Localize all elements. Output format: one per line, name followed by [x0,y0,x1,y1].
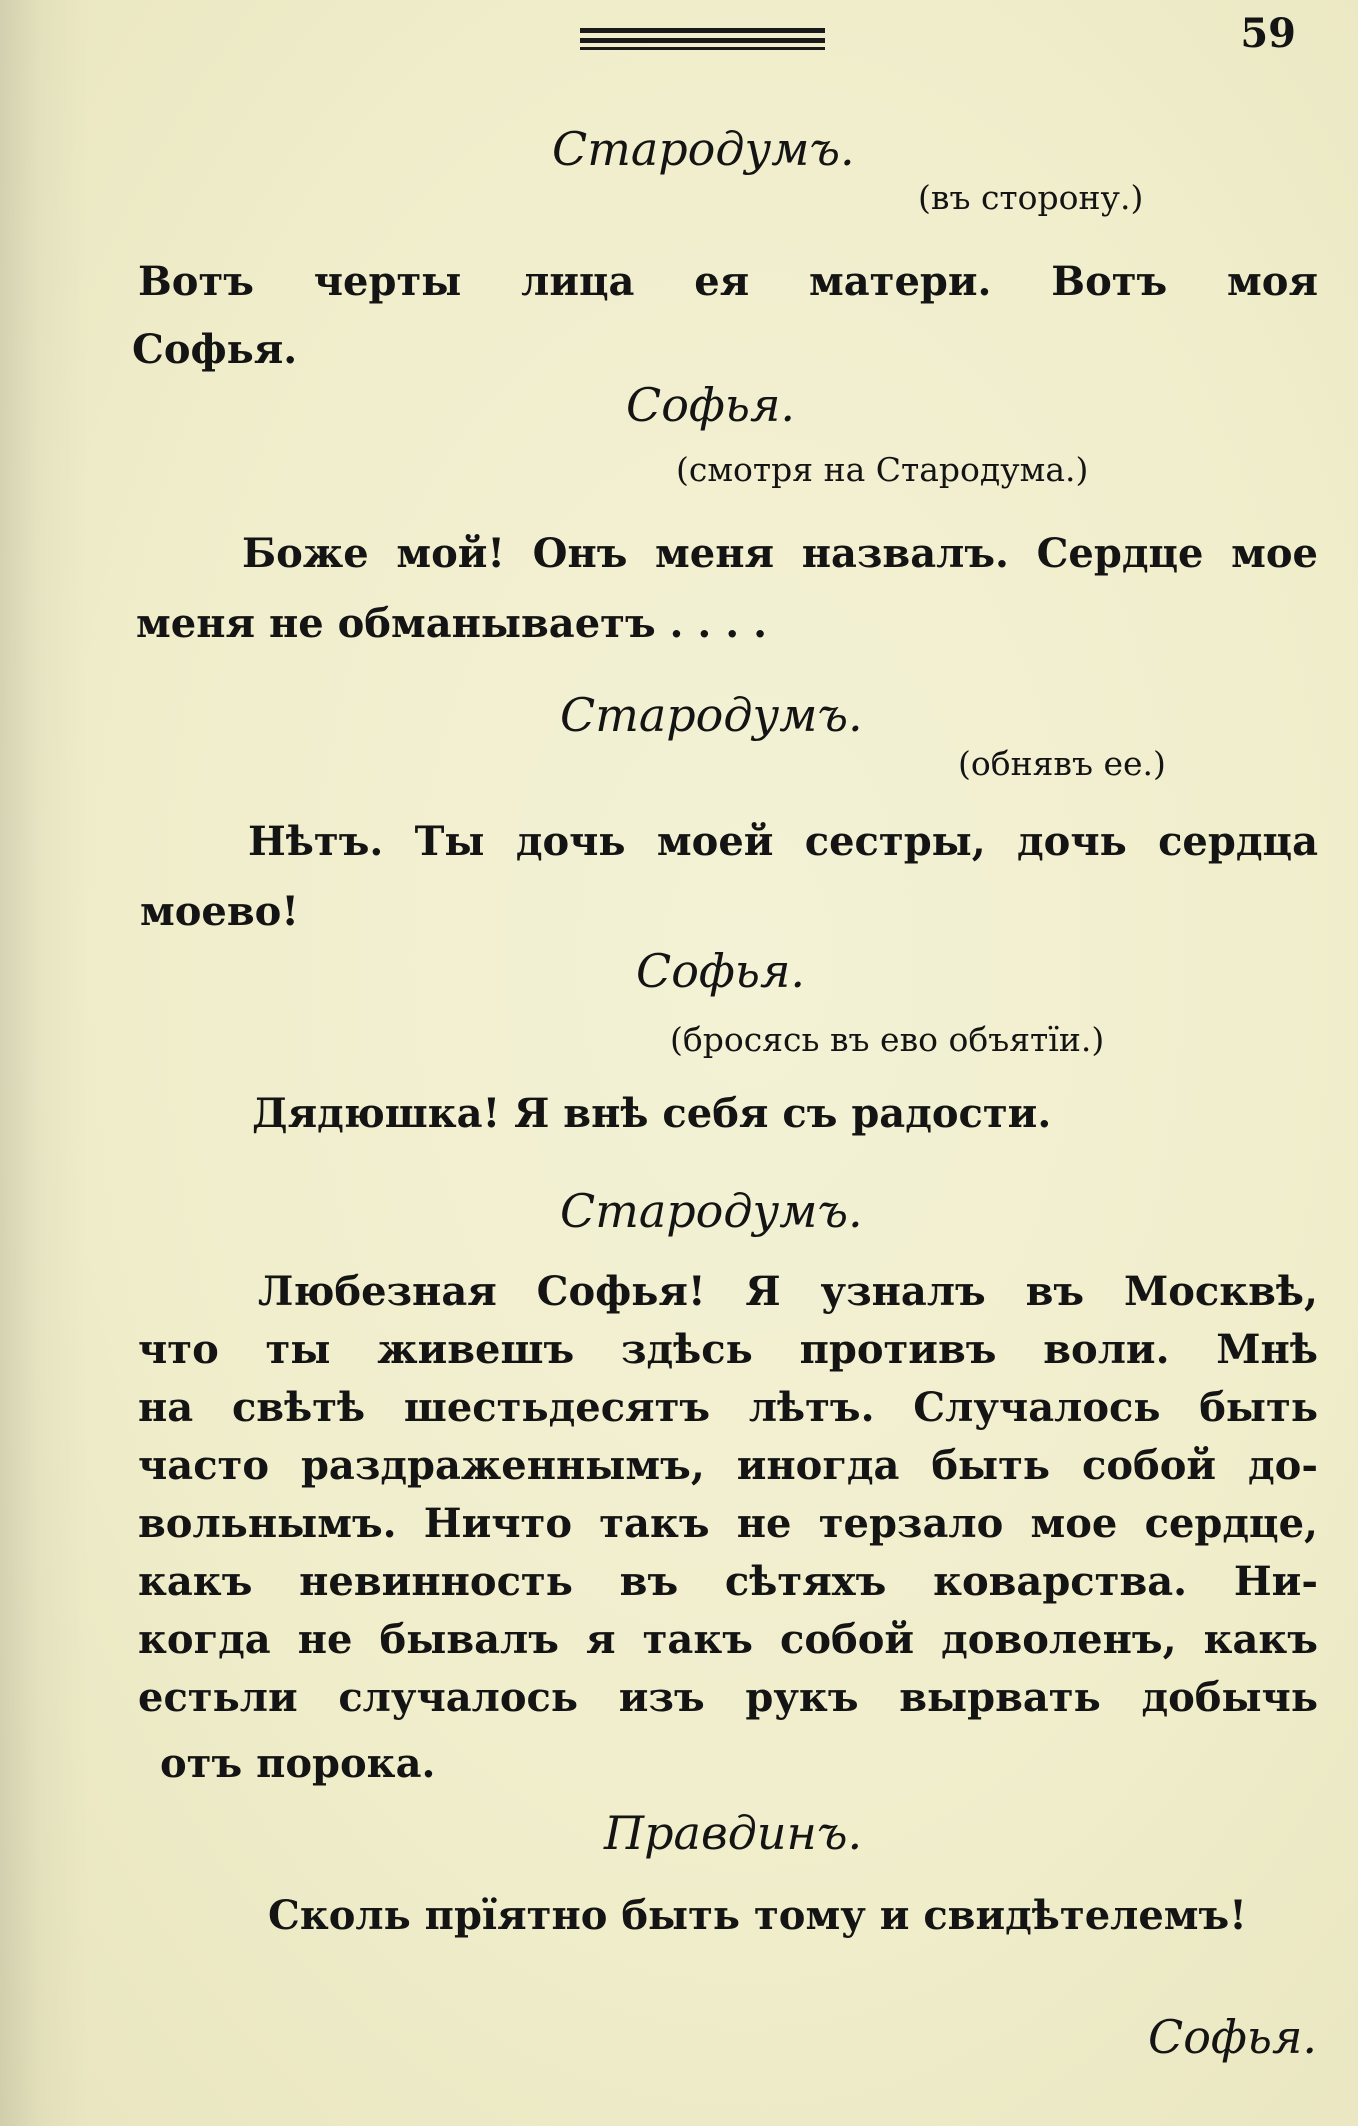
text-line: отъ порока. [160,1740,436,1787]
stage-direction: (обнявъ ее.) [958,744,1166,783]
speaker-name: Стародумъ. [560,1184,863,1238]
speaker-name: Стародумъ. [552,122,855,176]
header-rule [580,38,825,43]
text-line: вольнымъ. Ничто такъ не терзало мое сердце, [138,1500,1318,1547]
text-line: что ты живешъ здѣсь противъ воли. Мнѣ [138,1326,1318,1373]
text-line: Любезная Софья! Я узналъ въ Москвѣ, [258,1268,1318,1315]
stage-direction: (смотря на Стародума.) [676,450,1089,489]
speaker-name: Софья. [636,944,806,998]
text-line: Сколь прїятно быть тому и свидѣтелемъ! [268,1892,1247,1939]
text-line: естьли случалось изъ рукъ вырвать добычь [138,1674,1318,1721]
page-number: 59 [1240,10,1296,57]
text-line: часто раздраженнымъ, иногда быть собой до- [138,1442,1318,1489]
text-line: когда не бывалъ я такъ собой доволенъ, какъ [138,1616,1318,1663]
header-rule [580,28,825,33]
text-line: Боже мой! Онъ меня назвалъ. Сердце мое [242,530,1318,577]
text-line: Дядюшка! Я внѣ себя съ радости. [252,1090,1052,1137]
text-line: моево! [140,888,299,935]
text-line: на свѣтѣ шестьдесятъ лѣтъ. Случалось быть [138,1384,1318,1431]
text-line: Вотъ черты лица ея матери. Вотъ моя [138,258,1318,305]
text-line: меня не обманываетъ . . . . [136,600,768,647]
stage-direction: (въ сторону.) [918,178,1144,217]
text-line: какъ невинность въ сѣтяхъ коварства. Ни- [138,1558,1318,1605]
stage-direction: (бросясь въ ево объятїи.) [670,1020,1105,1059]
text-line: Софья. [132,326,298,373]
speaker-name: Софья. [626,378,796,432]
speaker-name: Стародумъ. [560,688,863,742]
speaker-name: Софья. [1148,2010,1318,2064]
speaker-name: Правдинъ. [604,1806,863,1860]
header-rule [580,47,825,50]
text-line: Нѣтъ. Ты дочь моей сестры, дочь сердца [248,818,1318,865]
